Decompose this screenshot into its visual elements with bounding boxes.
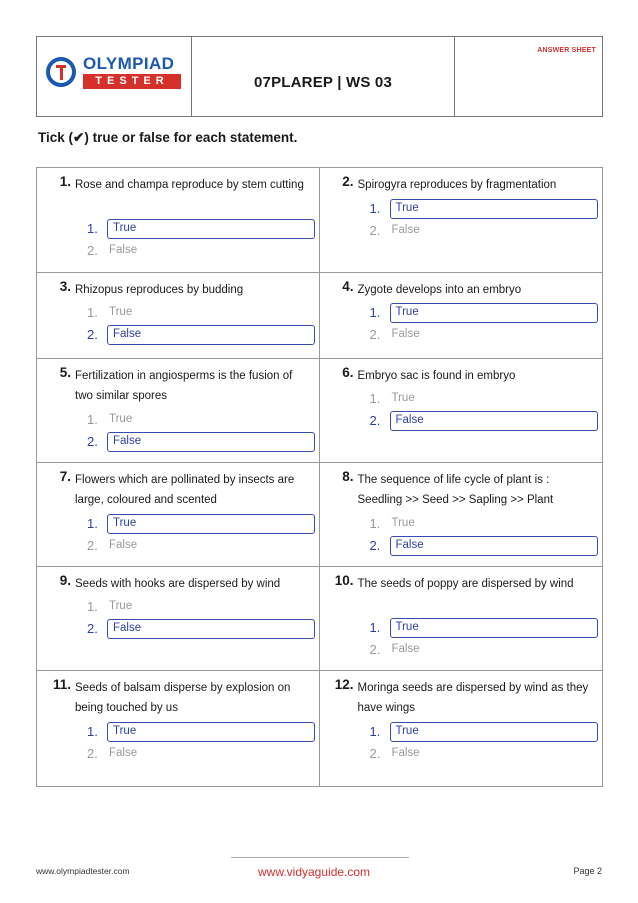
option-label: False: [395, 414, 424, 426]
option-label: False: [391, 747, 420, 759]
question-number: 8.: [342, 469, 354, 484]
question-number: 7.: [59, 469, 71, 484]
question-row: [37, 566, 602, 670]
option-number: 2.: [87, 538, 98, 553]
worksheet-header: [36, 36, 603, 117]
option-number: 2.: [369, 327, 381, 342]
option-label: True: [109, 413, 133, 425]
selected-answer-box: [390, 303, 599, 323]
question-number: 9.: [59, 573, 71, 588]
selected-answer-box: [107, 219, 315, 239]
logo-text-top: OLYMPIAD: [83, 54, 175, 73]
question-text: Seeds with hooks are dispersed by wind: [75, 578, 281, 590]
option-number: 1.: [369, 724, 381, 739]
question-text: Rose and champa reproduce by stem cutting: [75, 179, 304, 191]
question-text: The seeds of poppy are dispersed by wind: [357, 578, 574, 590]
question-row: [37, 462, 602, 566]
answer-option-true-selected[interactable]: [75, 721, 315, 743]
answer-option-true[interactable]: [358, 388, 599, 410]
answer-option-false-selected[interactable]: [75, 618, 315, 640]
answer-option-true[interactable]: [75, 302, 315, 324]
footer-website: www.olympiadtester.com: [36, 866, 130, 876]
option-number: 2.: [369, 223, 381, 238]
option-label: False: [391, 224, 420, 236]
answer-option-true-selected[interactable]: [75, 513, 315, 535]
answer-options: [75, 409, 315, 453]
option-number: 1.: [369, 391, 381, 406]
logo: [37, 37, 192, 116]
option-number: 1.: [87, 724, 98, 739]
question-item: [37, 463, 320, 566]
answer-options: [75, 596, 315, 640]
logo-emblem-icon: [46, 57, 76, 87]
sheet-type-cell: [455, 37, 602, 116]
question-item: [320, 168, 603, 272]
question-item: [320, 567, 603, 670]
question-number: 5.: [59, 365, 71, 380]
answer-option-false[interactable]: [358, 639, 599, 661]
option-number: 2.: [369, 413, 381, 428]
option-label: True: [395, 725, 419, 737]
option-label: True: [109, 600, 133, 612]
option-label: True: [395, 306, 419, 318]
footer-link[interactable]: www.vidyaguide.com: [258, 865, 371, 879]
option-number: 2.: [369, 642, 381, 657]
answer-option-false-selected[interactable]: [75, 324, 315, 346]
question-item: [37, 567, 320, 670]
selected-answer-box: [390, 618, 599, 638]
option-label: False: [109, 747, 138, 759]
answer-option-false-selected[interactable]: [75, 431, 315, 453]
option-label: False: [113, 622, 142, 634]
answer-option-true[interactable]: [358, 513, 599, 535]
option-label: False: [391, 643, 420, 655]
question-text: Seeds of balsam disperse by explosion on being touched by us: [75, 682, 291, 714]
answer-option-false[interactable]: [75, 535, 315, 557]
question-row: [37, 358, 602, 462]
option-label: True: [113, 517, 137, 529]
instruction-text: Tick (✔) true or false for each statement.: [38, 130, 298, 145]
selected-answer-box: [107, 722, 315, 742]
option-label: True: [391, 392, 415, 404]
question-row: [37, 272, 602, 358]
question-text: Fertilization in angiosperms is the fusion of two similar spores: [75, 370, 293, 402]
question-grid: [36, 167, 603, 787]
option-label: True: [113, 222, 137, 234]
answer-options: [358, 617, 599, 661]
answer-options: [75, 721, 315, 765]
answer-option-false[interactable]: [358, 324, 599, 346]
question-item: [37, 671, 320, 786]
answer-sheet-label-part1: ANSWER: [537, 47, 570, 54]
answer-option-true-selected[interactable]: [358, 721, 599, 743]
option-label: False: [395, 539, 424, 551]
option-label: True: [113, 725, 137, 737]
question-row: [37, 670, 602, 786]
option-number: 1.: [87, 305, 98, 320]
answer-option-false-selected[interactable]: [358, 535, 599, 557]
question-item: [320, 359, 603, 462]
option-label: False: [391, 328, 420, 340]
answer-sheet-label-part2: SHEET: [571, 47, 596, 54]
answer-options: [75, 302, 315, 346]
footer-divider: [231, 857, 409, 858]
question-number: 1.: [59, 174, 71, 189]
question-item: [37, 359, 320, 462]
option-label: True: [109, 306, 133, 318]
question-item: [320, 463, 603, 566]
option-number: 1.: [369, 201, 381, 216]
option-number: 1.: [369, 305, 381, 320]
question-text: Moringa seeds are dispersed by wind as they have wings: [357, 682, 589, 714]
question-text: Flowers which are pollinated by insects are large, coloured and scented: [75, 474, 295, 506]
option-number: 1.: [87, 516, 98, 531]
question-text: The sequence of life cycle of plant is : Seedling >> Seed >> Sapling >> Plant: [357, 474, 554, 506]
option-number: 1.: [87, 412, 98, 427]
question-number: 2.: [342, 174, 354, 189]
option-number: 2.: [87, 243, 98, 258]
option-number: 2.: [87, 327, 98, 342]
answer-option-false[interactable]: [75, 743, 315, 765]
answer-option-false[interactable]: [75, 240, 315, 262]
answer-options: [358, 513, 599, 557]
answer-options: [75, 218, 315, 262]
option-number: 2.: [87, 434, 98, 449]
answer-option-true[interactable]: [75, 596, 315, 618]
question-text: Embryo sac is found in embryo: [357, 370, 516, 382]
option-label: False: [113, 328, 142, 340]
answer-option-false[interactable]: [358, 220, 599, 242]
question-item: [320, 671, 603, 786]
option-number: 2.: [369, 746, 381, 761]
option-number: 2.: [87, 621, 98, 636]
logo-text-bottom: TESTER: [83, 74, 181, 89]
question-number: 6.: [342, 365, 354, 380]
option-number: 2.: [369, 538, 381, 553]
option-number: 1.: [369, 516, 381, 531]
question-item: [37, 168, 320, 272]
question-number: 3.: [59, 279, 71, 294]
option-number: 1.: [87, 599, 98, 614]
answer-option-false[interactable]: [358, 743, 599, 765]
worksheet-title: 07PLAREP | WS 03: [253, 74, 392, 91]
question-item: [320, 273, 603, 358]
option-label: True: [395, 202, 419, 214]
selected-answer-box: [107, 514, 315, 534]
question-number: 11.: [52, 677, 71, 692]
option-label: False: [109, 244, 138, 256]
answer-option-false-selected[interactable]: [358, 410, 599, 432]
option-label: True: [395, 621, 419, 633]
option-label: True: [391, 517, 415, 529]
answer-options: [358, 721, 599, 765]
answer-option-true[interactable]: [75, 409, 315, 431]
answer-option-true-selected[interactable]: [75, 218, 315, 240]
answer-options: [75, 513, 315, 557]
question-number: 4.: [342, 279, 354, 294]
question-row: [37, 168, 602, 272]
question-number: 12.: [334, 677, 354, 692]
answer-options: [358, 198, 599, 242]
selected-answer-box: [390, 199, 599, 219]
question-item: [37, 273, 320, 358]
question-text: Zygote develops into an embryo: [357, 284, 522, 296]
answer-options: [358, 388, 599, 432]
worksheet-title-cell: [192, 37, 455, 116]
option-label: False: [113, 435, 142, 447]
question-text: Rhizopus reproduces by budding: [75, 284, 244, 296]
answer-sheet-label: [537, 47, 596, 54]
answer-option-true-selected[interactable]: [358, 198, 599, 220]
question-number: 10.: [334, 573, 354, 588]
option-number: 1.: [369, 620, 381, 635]
answer-options: [358, 302, 599, 346]
option-number: 1.: [87, 221, 98, 236]
answer-option-true-selected[interactable]: [358, 617, 599, 639]
selected-answer-box: [390, 722, 599, 742]
option-label: False: [109, 539, 138, 551]
answer-option-true-selected[interactable]: [358, 302, 599, 324]
question-text: Spirogyra reproduces by fragmentation: [357, 179, 557, 191]
option-number: 2.: [87, 746, 98, 761]
page-number: Page 2: [573, 866, 602, 876]
